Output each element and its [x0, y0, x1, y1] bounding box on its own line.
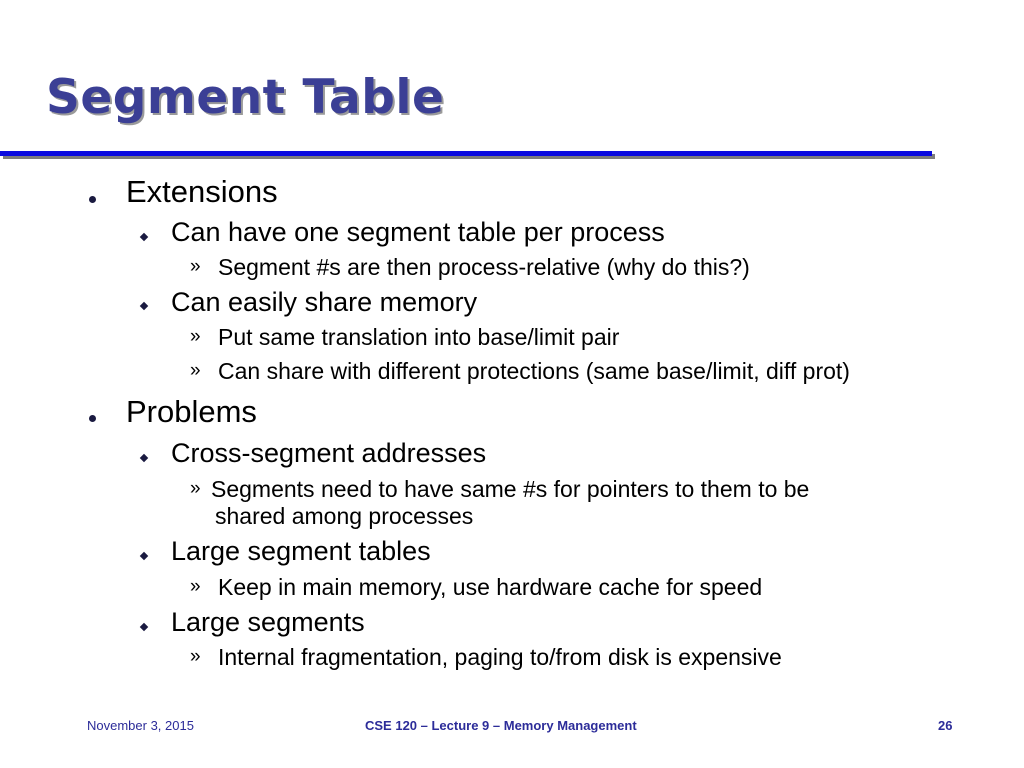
footer-page-number: 26 [938, 718, 953, 733]
title-underline-rule [0, 151, 932, 156]
bullet-large-tables: Large segment tables [171, 536, 431, 566]
bullet-raquo-icon: » [190, 576, 201, 597]
bullet-one-table: Can have one segment table per process [171, 217, 665, 247]
bullet-same-translation: Put same translation into base/limit pair [218, 324, 620, 350]
bullet-diamond-icon [140, 623, 148, 631]
bullet-diamond-icon [140, 233, 148, 241]
footer-course: CSE 120 – Lecture 9 – Memory Management [365, 718, 637, 733]
bullet-diamond-icon [140, 552, 148, 560]
slide-title: Segment Table [46, 70, 445, 125]
bullet-raquo-icon: » [190, 326, 201, 347]
bullet-fragmentation: Internal fragmentation, paging to/from disk is expensive [218, 644, 782, 670]
bullet-raquo-icon: » [190, 256, 201, 277]
bullet-main-memory: Keep in main memory, use hardware cache for speed [218, 574, 763, 600]
bullet-raquo-icon: » [190, 360, 201, 381]
bullet-segnum-relative: Segment #s are then process-relative (why do this?) [218, 254, 750, 280]
bullet-dot-icon [89, 196, 96, 203]
bullet-diamond-icon [140, 302, 148, 310]
bullet-same-numbers-line1: Segments need to have same #s for pointers to them to be [211, 476, 810, 502]
bullet-cross-segment: Cross-segment addresses [171, 438, 487, 468]
bullet-dot-icon [89, 415, 96, 422]
bullet-diff-protections: Can share with different protections (same base/limit, diff prot) [218, 358, 850, 384]
bullet-large-segments: Large segments [171, 607, 365, 637]
bullet-share-memory: Can easily share memory [171, 287, 478, 317]
bullet-raquo-icon: » [190, 646, 201, 667]
bullet-diamond-icon [140, 454, 148, 462]
bullet-same-numbers-line2: shared among processes [215, 503, 474, 529]
bullet-extensions: Extensions [126, 174, 278, 209]
bullet-raquo-icon: » [190, 478, 201, 499]
bullet-problems: Problems [126, 394, 257, 429]
footer-date: November 3, 2015 [87, 718, 194, 733]
